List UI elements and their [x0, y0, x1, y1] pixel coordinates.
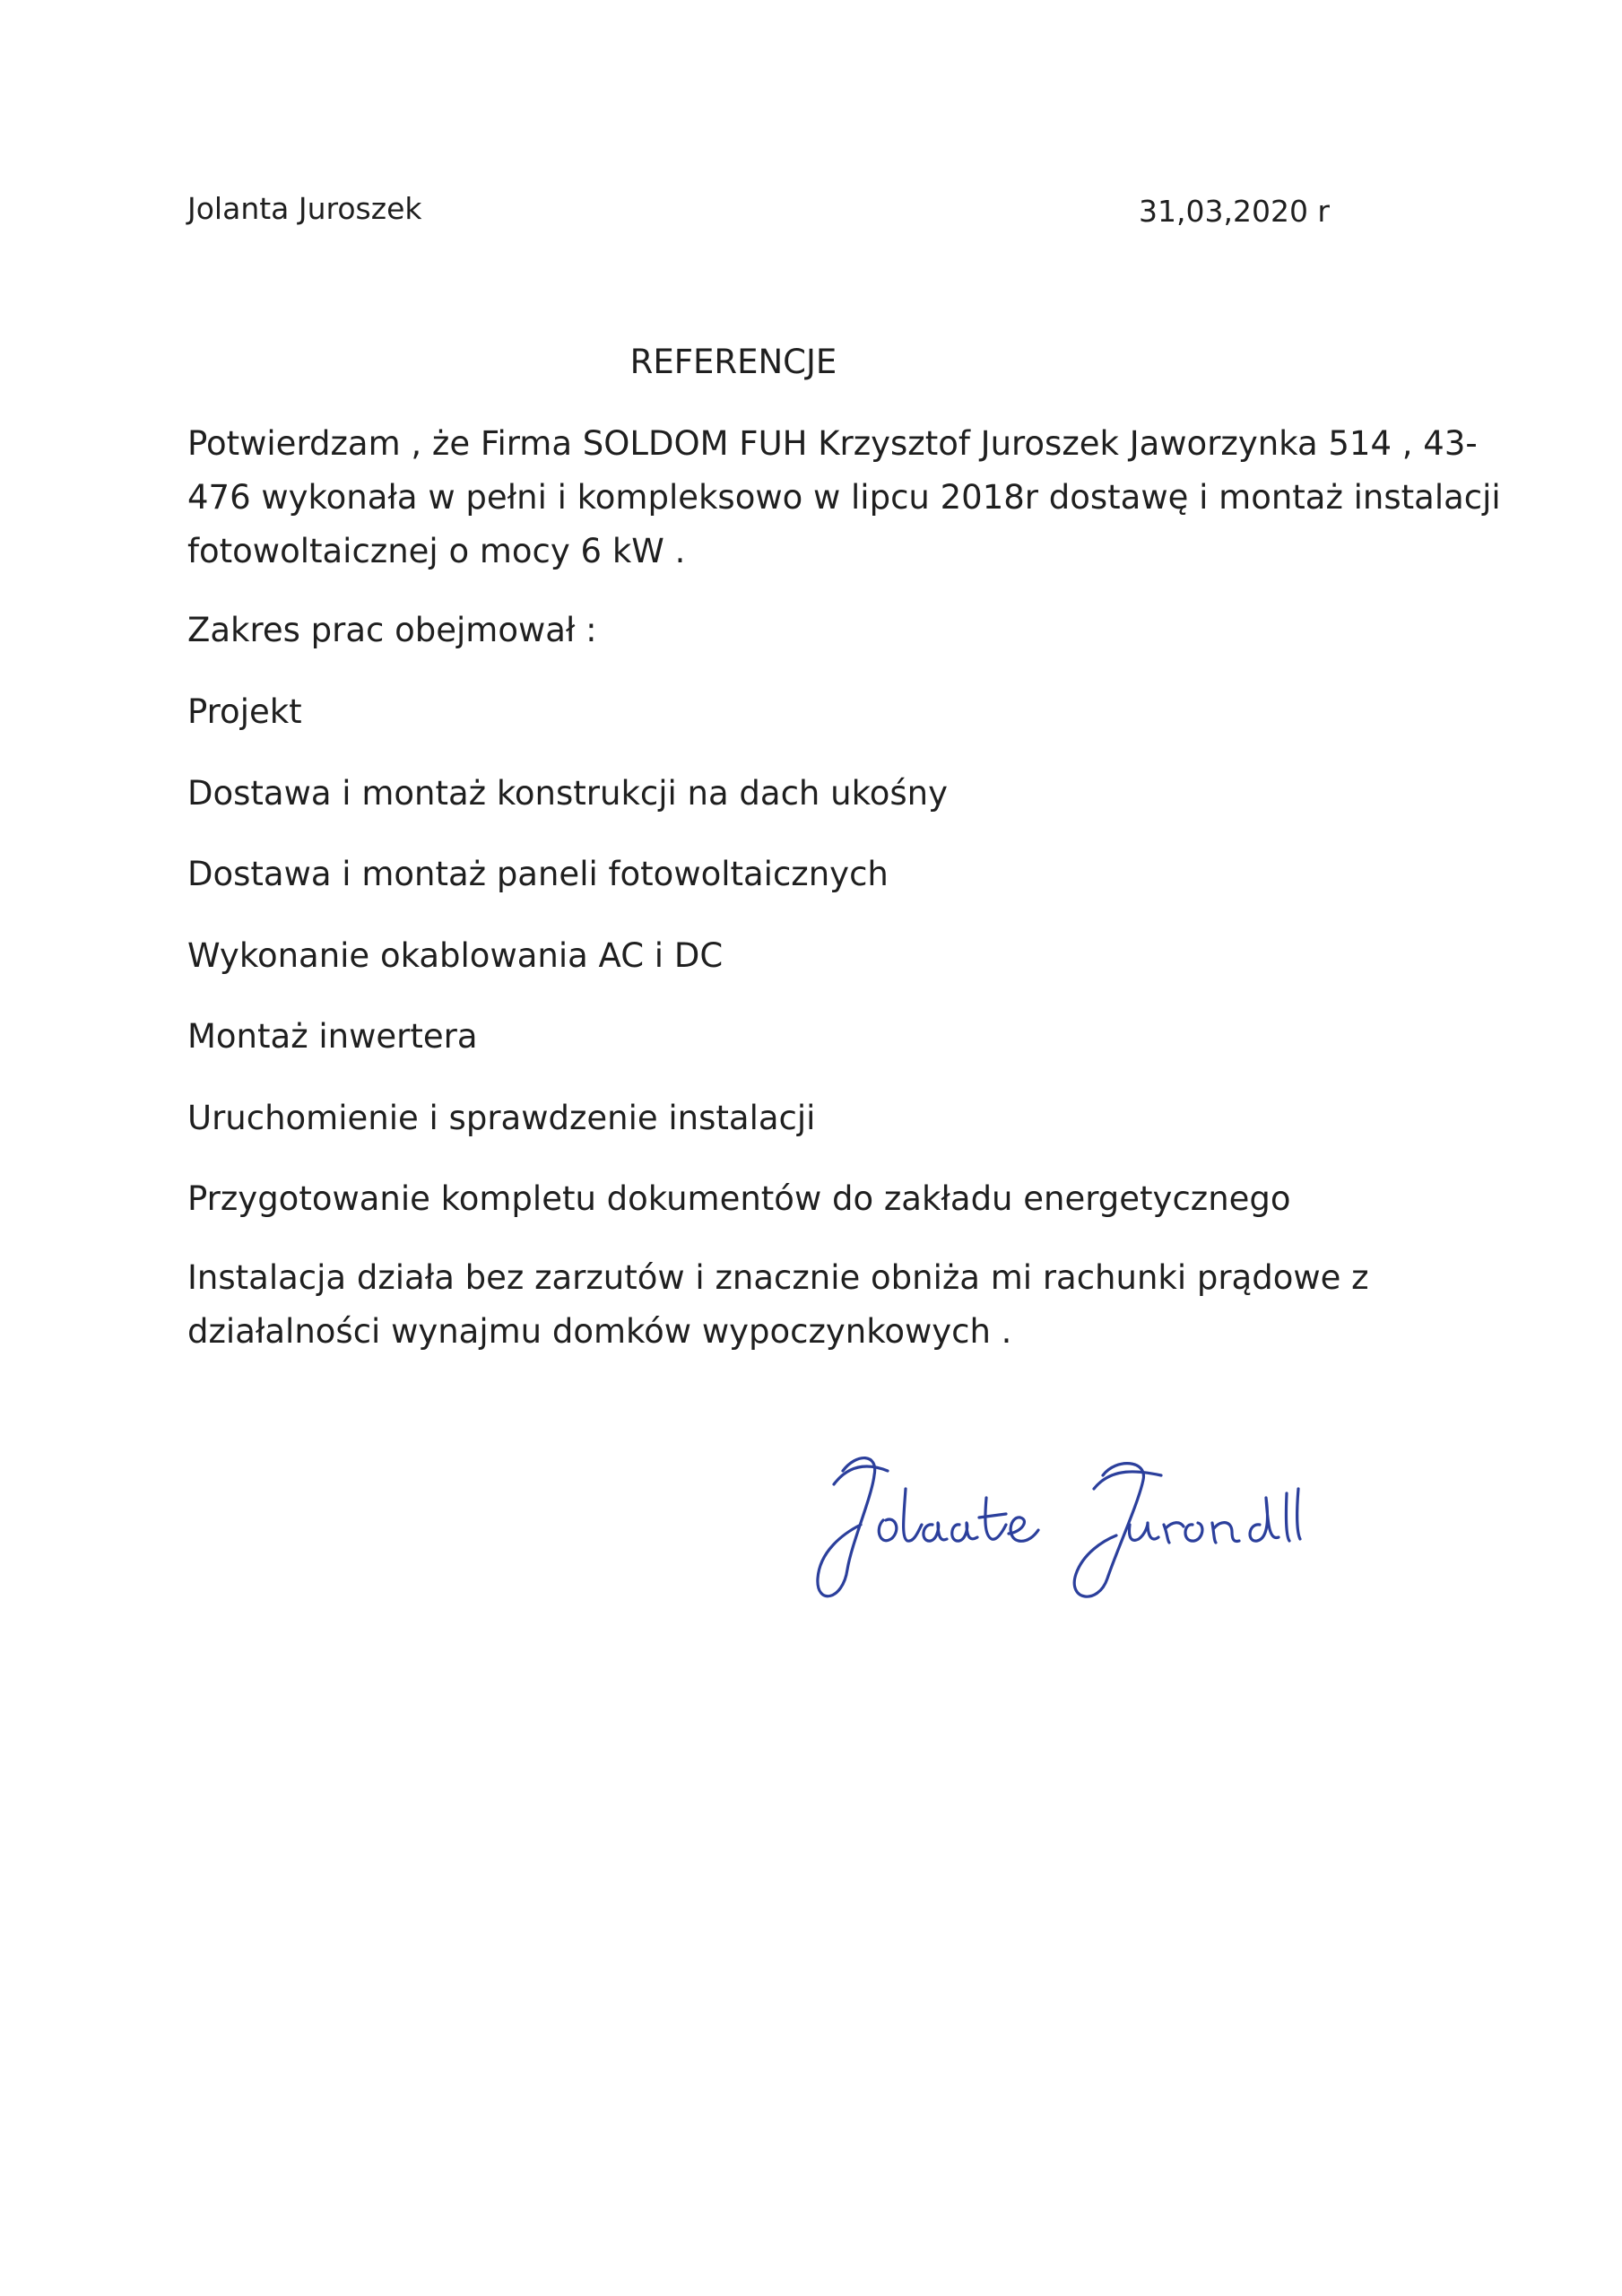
- scope-item: Dostawa i montaż paneli fotowoltaicznych: [187, 855, 889, 893]
- scope-list: [187, 685, 1291, 1254]
- intro-line: Potwierdzam , że Firma SOLDOM FUH Krzysztof Juroszek Jaworzynka 514 , 43-: [187, 424, 1478, 463]
- scope-item: Dostawa i montaż konstrukcji na dach ukośny: [187, 773, 948, 813]
- scope-item: Przygotowanie kompletu dokumentów do zakładu energetycznego: [187, 1179, 1291, 1218]
- closing-line: Instalacja działa bez zarzutów i znacznie obniża mi rachunki prądowe z: [187, 1258, 1369, 1297]
- document-title: REFERENCJE: [629, 343, 837, 381]
- intro-line: fotowoltaicznej o mocy 6 kW .: [187, 532, 686, 570]
- scope-heading: Zakres prac obejmował :: [187, 611, 597, 649]
- closing-line: działalności wynajmu domków wypoczynkowych .: [187, 1312, 1012, 1351]
- author-name: Jolanta Juroszek: [187, 191, 422, 226]
- scope-item: Wykonanie okablowania AC i DC: [187, 935, 724, 975]
- document-date: 31,03,2020 r: [1139, 194, 1331, 229]
- scope-item: Montaż inwertera: [187, 1017, 478, 1056]
- closing-paragraph: [187, 1251, 1479, 1359]
- intro-paragraph: [187, 417, 1501, 578]
- intro-line: 476 wykonała w pełni i kompleksowo w lipcu 2018r dostawę i montaż instalacji: [187, 478, 1501, 517]
- scope-item: Projekt: [187, 692, 302, 731]
- handwritten-signature: [807, 1435, 1345, 1614]
- scope-item: Uruchomienie i sprawdzenie instalacji: [187, 1098, 816, 1137]
